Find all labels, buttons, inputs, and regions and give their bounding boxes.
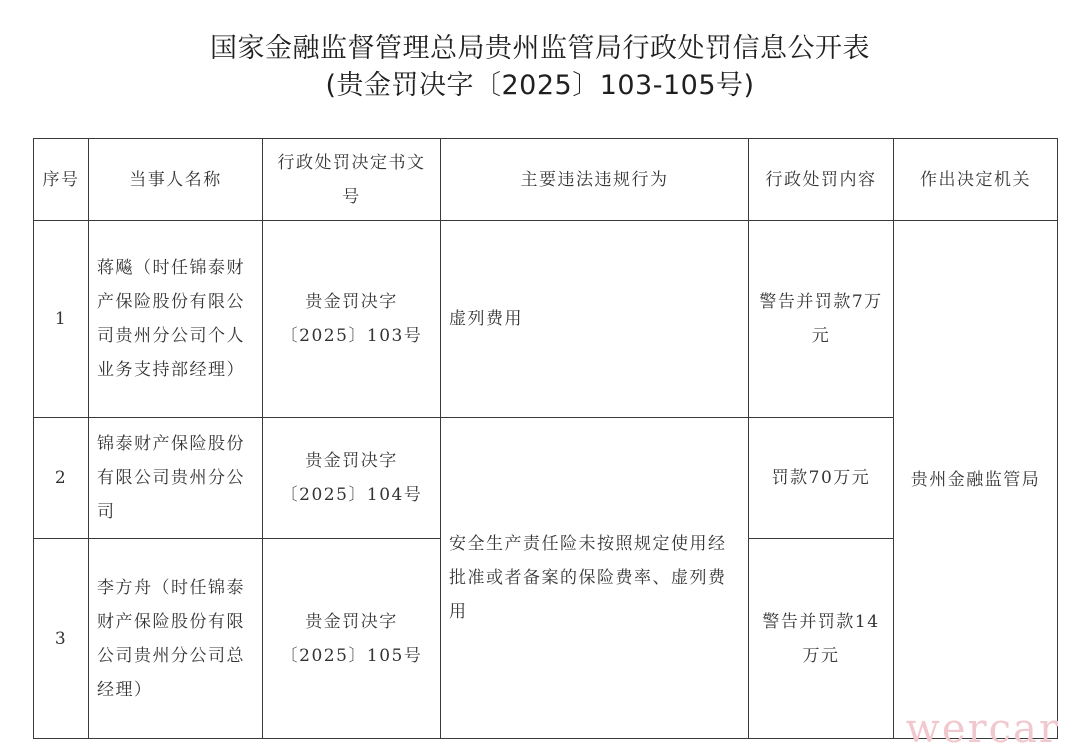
page-title: 国家金融监督管理总局贵州监管局行政处罚信息公开表	[210, 33, 870, 64]
penalty-content: 警告并罚款7万元	[749, 221, 894, 418]
penalty-content: 罚款70万元	[749, 418, 894, 539]
deciding-authority: 贵州金融监管局	[894, 221, 1058, 739]
decision-number: 贵金罚决字〔2025〕104号	[263, 418, 441, 539]
decision-number: 贵金罚决字〔2025〕103号	[263, 221, 441, 418]
violation: 安全生产责任险未按照规定使用经批准或者备案的保险费率、虚列费用	[441, 418, 749, 739]
header-penalty: 行政处罚内容	[749, 139, 894, 221]
header-no: 序号	[34, 139, 89, 221]
party-name: 锦泰财产保险股份有限公司贵州分公司	[89, 418, 263, 539]
penalty-content: 警告并罚款14万元	[749, 539, 894, 739]
penalty-table	[33, 138, 1058, 739]
row-number: 1	[34, 221, 89, 418]
page-subtitle: (贵金罚决字〔2025〕103-105号)	[325, 70, 755, 101]
row-number: 3	[34, 539, 89, 739]
header-doc-number: 行政处罚决定书文号	[263, 139, 441, 221]
table-row	[34, 221, 1058, 418]
header-party: 当事人名称	[89, 139, 263, 221]
violation: 虚列费用	[441, 221, 749, 418]
decision-number: 贵金罚决字〔2025〕105号	[263, 539, 441, 739]
party-name: 蒋飚（时任锦泰财产保险股份有限公司贵州分公司个人业务支持部经理）	[89, 221, 263, 418]
watermark: wercar	[905, 706, 1060, 752]
header-violation: 主要违法违规行为	[441, 139, 749, 221]
header-authority: 作出决定机关	[894, 139, 1058, 221]
row-number: 2	[34, 418, 89, 539]
party-name: 李方舟（时任锦泰财产保险股份有限公司贵州分公司总经理）	[89, 539, 263, 739]
table-header-row	[34, 139, 1058, 221]
